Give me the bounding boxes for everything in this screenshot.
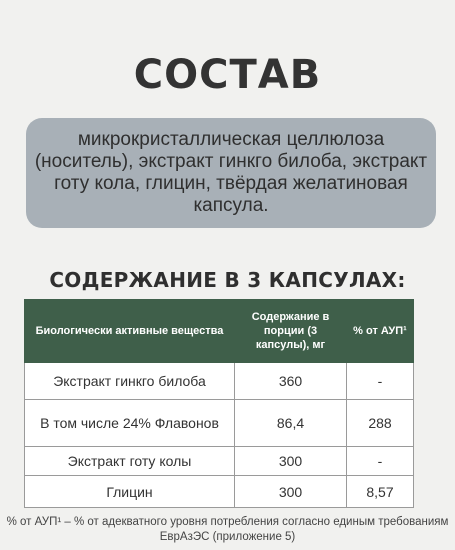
row-amount: 86,4 bbox=[235, 400, 347, 447]
page-title: СОСТАВ bbox=[133, 52, 322, 98]
row-amount: 360 bbox=[235, 363, 347, 400]
header-percent: % от АУП¹ bbox=[347, 300, 414, 363]
footnote: % от АУП¹ – % от адекватного уровня потребления согласно единым требованиям ЕврАзЭС (приложение 5) bbox=[6, 516, 449, 543]
header-substances: Биологически активные вещества bbox=[25, 300, 235, 363]
row-name: Экстракт гинкго билоба bbox=[25, 363, 235, 400]
table-row bbox=[25, 400, 414, 447]
header-amount: Содержание в порции (3 капсулы), мг bbox=[235, 300, 347, 363]
row-percent: - bbox=[347, 363, 414, 400]
composition-box bbox=[26, 118, 436, 228]
row-percent: 288 bbox=[347, 400, 414, 447]
table-row bbox=[25, 363, 414, 400]
row-percent: 8,57 bbox=[347, 476, 414, 508]
table-header-row bbox=[25, 300, 414, 363]
content-title: СОДЕРЖАНИЕ В 3 КАПСУЛАХ: bbox=[49, 268, 406, 292]
row-name: Экстракт готу колы bbox=[25, 447, 235, 476]
row-amount: 300 bbox=[235, 476, 347, 508]
table-row bbox=[25, 447, 414, 476]
row-percent: - bbox=[347, 447, 414, 476]
row-name: Глицин bbox=[25, 476, 235, 508]
composition-text: микрокристаллическая целлюлоза (носитель), экстракт гинкго билоба, экстракт готу кола, глицин, твёрдая желатиновая капсула. bbox=[34, 129, 428, 216]
content-table bbox=[24, 299, 414, 508]
table-row bbox=[25, 476, 414, 508]
row-name: В том числе 24% Флавонов bbox=[25, 400, 235, 447]
row-amount: 300 bbox=[235, 447, 347, 476]
